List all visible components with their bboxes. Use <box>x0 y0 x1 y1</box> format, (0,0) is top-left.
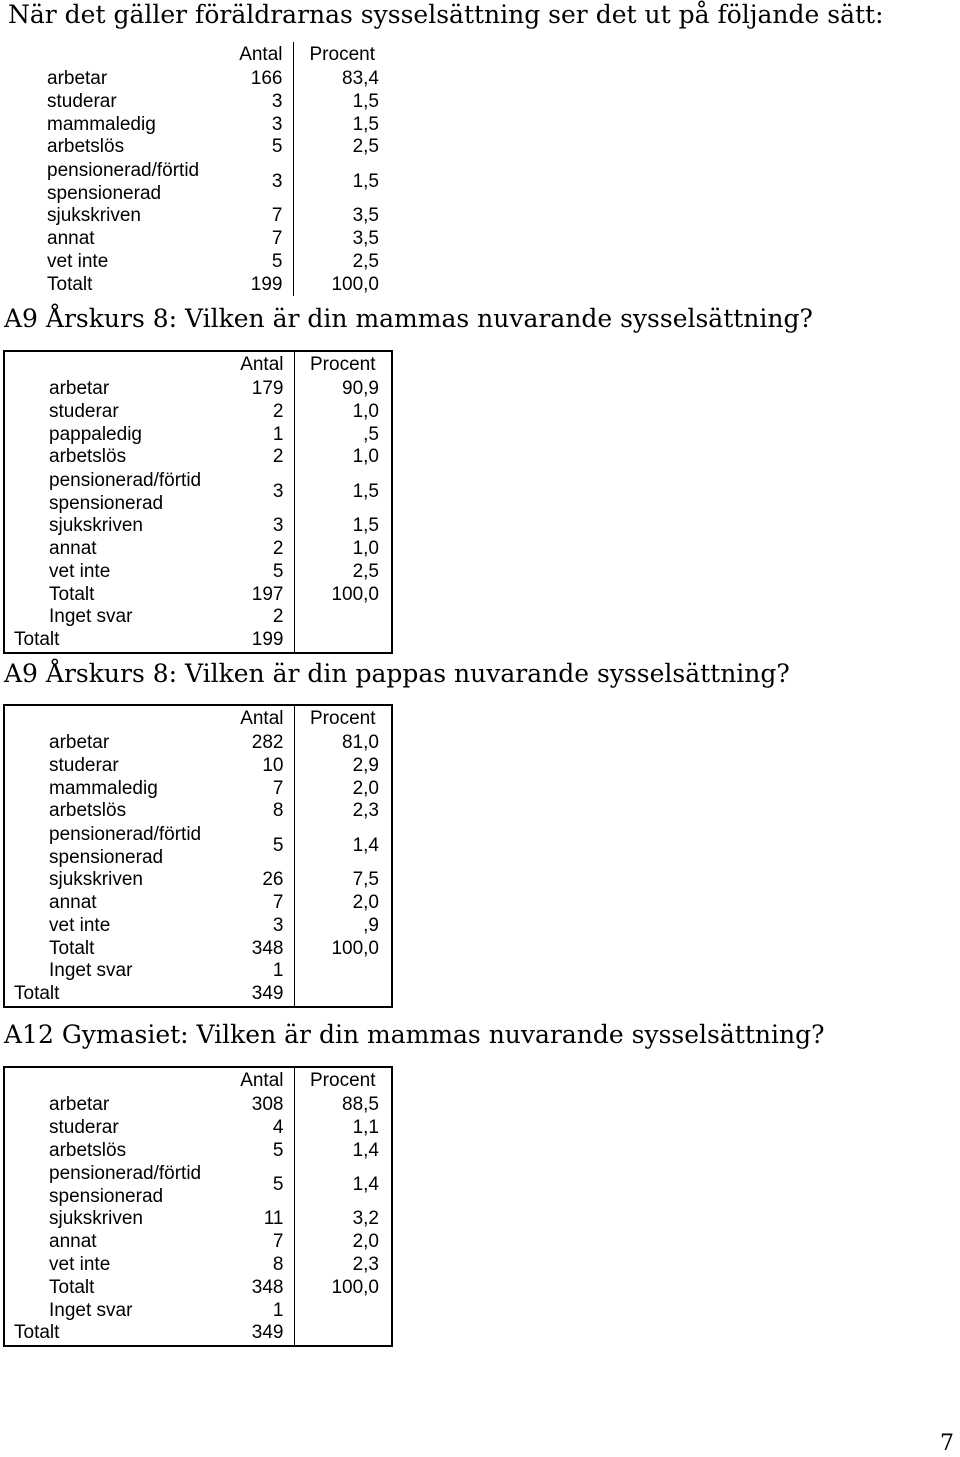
intro-text: När det gäller föräldrarnas sysselsättning ser det ut på följande sätt: <box>8 0 884 29</box>
row-label: pensionerad/förtid spensionerad <box>49 470 202 515</box>
table-total-row <box>4 983 392 1007</box>
table-row <box>4 938 392 961</box>
row-antal: 179 <box>224 378 294 401</box>
row-label: arbetslös <box>49 446 127 468</box>
row-procent: 1,5 <box>352 90 379 112</box>
table-row <box>4 561 392 584</box>
row-antal: 7 <box>223 228 293 251</box>
row-label: studerar <box>47 90 117 112</box>
row-label: arbetslös <box>49 800 127 822</box>
row-antal: 4 <box>224 1117 294 1140</box>
row-label: pensionerad/förtid spensionerad <box>47 160 200 205</box>
total-label: Totalt <box>14 629 60 651</box>
table-row <box>4 778 392 801</box>
header-antal: Antal <box>224 351 294 378</box>
row-procent: ,9 <box>363 914 379 936</box>
row-label: vet inte <box>47 250 109 272</box>
header-procent: Procent <box>310 354 376 375</box>
table-row <box>4 538 392 561</box>
row-procent: 2,0 <box>352 777 379 799</box>
row-procent: 90,9 <box>342 378 379 399</box>
row-antal: 2 <box>224 446 294 469</box>
row-label: Totalt <box>49 937 95 959</box>
row-label: mammaledig <box>47 113 156 135</box>
table-row <box>4 515 392 538</box>
table-row <box>4 1117 392 1140</box>
row-antal: 3 <box>224 915 294 938</box>
header-procent: Procent <box>310 708 376 729</box>
table-header-row <box>4 705 392 732</box>
row-procent: 1,4 <box>352 834 379 856</box>
row-antal: 7 <box>224 892 294 915</box>
table-row <box>4 732 392 755</box>
row-antal: 3 <box>224 469 294 515</box>
row-label: Inget svar <box>49 960 133 982</box>
section-heading: A9 Årskurs 8: Vilken är din pappas nuvarande sysselsättning? <box>4 659 790 688</box>
page-number: 7 <box>940 1431 954 1456</box>
row-procent: 3,2 <box>352 1208 379 1230</box>
row-antal: 348 <box>224 1277 294 1300</box>
row-antal: 3 <box>223 159 293 205</box>
row-antal: 3 <box>224 515 294 538</box>
row-label: Totalt <box>47 273 93 295</box>
row-procent: 1,5 <box>352 480 379 502</box>
table-row <box>4 424 392 447</box>
row-label: arbetar <box>47 68 108 89</box>
table-mother-grade8 <box>3 350 393 654</box>
table-row <box>4 755 392 778</box>
row-label: sjukskriven <box>49 515 143 537</box>
row-procent: 100,0 <box>331 937 379 959</box>
row-procent: 83,4 <box>342 68 379 89</box>
row-label: studerar <box>49 400 119 422</box>
section-heading: A9 Årskurs 8: Vilken är din mammas nuvarande sysselsättning? <box>4 304 813 333</box>
row-procent: 1,4 <box>352 1139 379 1161</box>
table-row <box>4 869 392 892</box>
row-procent: 1,5 <box>352 170 379 192</box>
table-father-grade8 <box>3 704 393 1008</box>
row-procent: 2,5 <box>352 136 379 158</box>
header-empty <box>4 351 224 378</box>
row-label: vet inte <box>49 560 111 582</box>
table-header-row <box>3 42 391 68</box>
header-antal: Antal <box>224 1067 294 1094</box>
table-row <box>4 378 392 401</box>
row-antal: 5 <box>223 251 293 274</box>
row-antal: 2 <box>224 606 294 629</box>
row-procent: 1,0 <box>352 537 379 559</box>
row-procent: 100,0 <box>331 583 379 605</box>
table-row <box>4 1231 392 1254</box>
row-antal: 3 <box>223 91 293 114</box>
row-label: annat <box>49 537 97 559</box>
row-procent: 1,0 <box>352 446 379 468</box>
row-antal: 10 <box>224 755 294 778</box>
row-procent: 3,5 <box>352 227 379 249</box>
row-label: sjukskriven <box>47 205 141 227</box>
row-label: studerar <box>49 1116 119 1138</box>
header-antal: Antal <box>224 705 294 732</box>
row-label: vet inte <box>49 914 111 936</box>
row-antal: 2 <box>224 401 294 424</box>
row-label: pensionerad/förtid spensionerad <box>49 1163 202 1208</box>
table-row <box>3 274 391 297</box>
row-antal: 282 <box>224 732 294 755</box>
table-row <box>3 91 391 114</box>
row-label: pappaledig <box>49 423 142 445</box>
row-antal: 308 <box>224 1094 294 1117</box>
row-antal: 26 <box>224 869 294 892</box>
row-label: pensionerad/förtid spensionerad <box>49 824 202 869</box>
row-antal: 166 <box>223 68 293 91</box>
row-label: arbetar <box>49 1094 110 1115</box>
row-antal: 348 <box>224 938 294 961</box>
header-antal: Antal <box>223 42 293 68</box>
row-procent: 1,1 <box>352 1116 379 1138</box>
table-row <box>4 960 392 983</box>
table-row <box>3 251 391 274</box>
row-label: mammaledig <box>49 777 158 799</box>
row-procent: 2,5 <box>352 250 379 272</box>
header-empty <box>4 705 224 732</box>
row-antal: 5 <box>224 1162 294 1208</box>
row-label: arbetslös <box>47 136 125 158</box>
row-antal: 5 <box>224 1140 294 1163</box>
row-procent: 2,0 <box>352 891 379 913</box>
header-procent: Procent <box>309 44 375 65</box>
table-row <box>4 800 392 823</box>
row-label: annat <box>49 1231 97 1253</box>
row-procent: 1,4 <box>352 1173 379 1195</box>
table-header-row <box>4 351 392 378</box>
table-row <box>4 584 392 607</box>
row-antal: 7 <box>224 1231 294 1254</box>
row-antal: 3 <box>223 114 293 137</box>
row-antal: 5 <box>223 136 293 159</box>
table-row <box>3 228 391 251</box>
row-label: vet inte <box>49 1253 111 1275</box>
row-procent: 1,5 <box>352 515 379 537</box>
table-row <box>4 915 392 938</box>
row-antal: 199 <box>223 274 293 297</box>
total-antal: 349 <box>224 1322 294 1346</box>
table-row <box>3 159 391 205</box>
row-procent: ,5 <box>363 423 379 445</box>
total-label: Totalt <box>14 983 60 1005</box>
row-procent <box>294 960 392 983</box>
table-row <box>4 446 392 469</box>
row-label: Totalt <box>49 1276 95 1298</box>
table-row <box>4 1162 392 1208</box>
row-procent <box>294 1300 392 1323</box>
row-label: Totalt <box>49 583 95 605</box>
row-procent: 1,0 <box>352 400 379 422</box>
row-antal: 7 <box>223 205 293 228</box>
row-label: annat <box>47 227 95 249</box>
row-antal: 11 <box>224 1208 294 1231</box>
row-antal: 1 <box>224 1300 294 1323</box>
row-antal: 1 <box>224 424 294 447</box>
table-total-row <box>4 1322 392 1346</box>
row-antal: 1 <box>224 960 294 983</box>
table-row <box>3 68 391 91</box>
table-row <box>4 1208 392 1231</box>
row-procent: 2,5 <box>352 560 379 582</box>
table-row <box>4 606 392 629</box>
header-empty <box>3 42 223 68</box>
row-procent: 7,5 <box>352 869 379 891</box>
row-procent: 2,9 <box>352 754 379 776</box>
row-label: sjukskriven <box>49 1208 143 1230</box>
table-row <box>4 1300 392 1323</box>
total-antal: 349 <box>224 983 294 1007</box>
row-antal: 5 <box>224 561 294 584</box>
table-row <box>3 205 391 228</box>
table-header-row <box>4 1067 392 1094</box>
section-heading: A12 Gymasiet: Vilken är din mammas nuvarande sysselsättning? <box>4 1020 825 1049</box>
row-antal: 197 <box>224 584 294 607</box>
table-row <box>3 114 391 137</box>
header-empty <box>4 1067 224 1094</box>
row-label: studerar <box>49 754 119 776</box>
row-label: Inget svar <box>49 1299 133 1321</box>
row-label: sjukskriven <box>49 869 143 891</box>
row-label: Inget svar <box>49 606 133 628</box>
header-procent: Procent <box>310 1070 376 1091</box>
row-antal: 2 <box>224 538 294 561</box>
row-antal: 8 <box>224 1254 294 1277</box>
table-row <box>4 401 392 424</box>
row-antal: 7 <box>224 778 294 801</box>
row-procent: 1,5 <box>352 113 379 135</box>
table-row <box>4 1277 392 1300</box>
table-parents-overview <box>3 42 391 296</box>
row-procent: 2,0 <box>352 1231 379 1253</box>
row-procent: 100,0 <box>331 273 379 295</box>
row-procent <box>294 606 392 629</box>
table-row <box>4 1140 392 1163</box>
row-procent: 81,0 <box>342 732 379 753</box>
table-mother-gymnasiet <box>3 1066 393 1347</box>
total-label: Totalt <box>14 1322 60 1344</box>
row-label: annat <box>49 891 97 913</box>
row-procent: 3,5 <box>352 205 379 227</box>
table-row <box>4 823 392 869</box>
total-antal: 199 <box>224 629 294 653</box>
row-antal: 5 <box>224 823 294 869</box>
row-procent: 2,3 <box>352 800 379 822</box>
table-row <box>4 1254 392 1277</box>
table-row <box>3 136 391 159</box>
row-label: arbetar <box>49 732 110 753</box>
row-procent: 100,0 <box>331 1276 379 1298</box>
row-antal: 8 <box>224 800 294 823</box>
table-total-row <box>4 629 392 653</box>
row-label: arbetar <box>49 378 110 399</box>
row-procent: 88,5 <box>342 1094 379 1115</box>
row-procent: 2,3 <box>352 1253 379 1275</box>
table-row <box>4 469 392 515</box>
row-label: arbetslös <box>49 1139 127 1161</box>
table-row <box>4 892 392 915</box>
table-row <box>4 1094 392 1117</box>
